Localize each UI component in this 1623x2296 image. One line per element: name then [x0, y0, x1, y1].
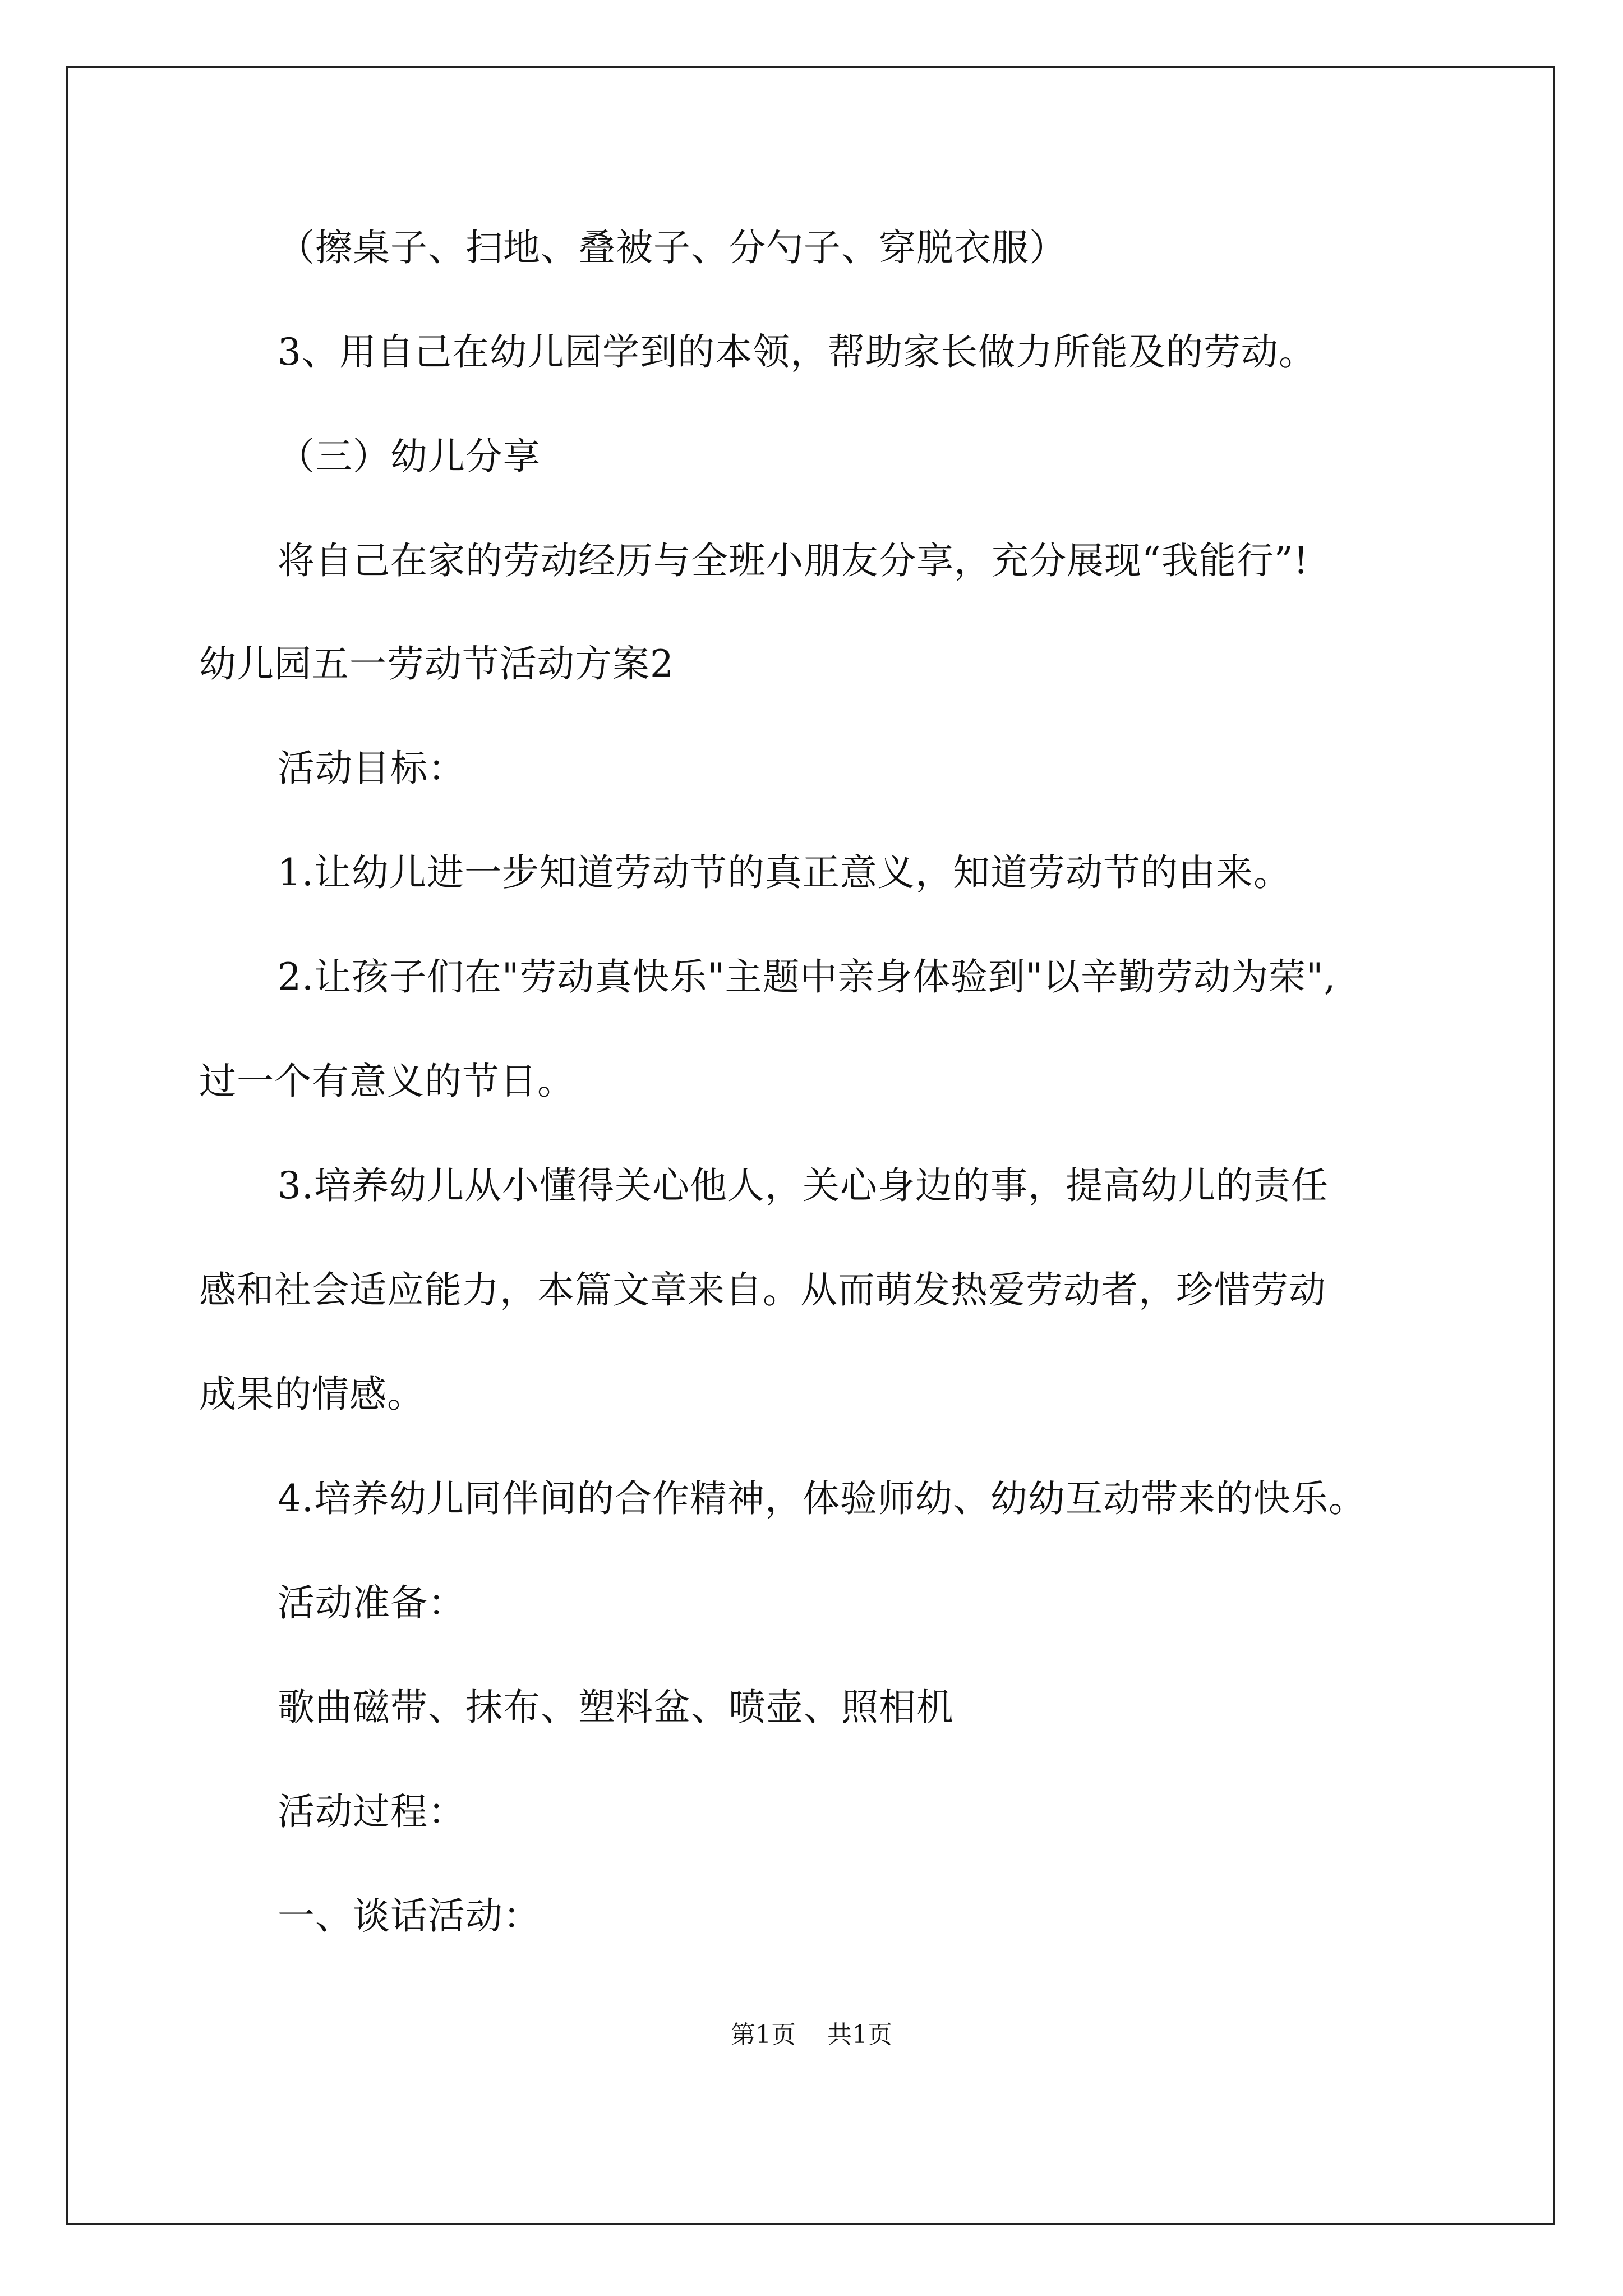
document-title: 幼儿园五一劳动节活动方案2: [199, 642, 674, 685]
list-item-continuation: 感和社会适应能力，本篇文章来自。从而萌发热爱劳动者，珍惜劳动: [199, 1268, 1326, 1312]
list-item-continuation: 成果的情感。: [199, 1373, 425, 1416]
paragraph-line: （擦桌子、扫地、叠被子、分勺子、穿脱衣服）: [278, 226, 1067, 269]
paragraph-line: 3、用自己在幼儿园学到的本领，帮助家长做力所能及的劳动。: [278, 330, 1316, 374]
list-item: 2.让孩子们在"劳动真快乐"主题中亲身体验到"以辛勤劳动为荣",: [278, 955, 1336, 999]
section-heading: 活动准备：: [278, 1581, 465, 1625]
list-item-continuation: 过一个有意义的节日。: [199, 1060, 575, 1103]
section-heading: 活动目标：: [278, 747, 465, 790]
list-item: 4.培养幼儿同伴间的合作精神，体验师幼、幼幼互动带来的快乐。: [278, 1477, 1366, 1520]
list-item: 3.培养幼儿从小懂得关心他人，关心身边的事，提高幼儿的责任: [278, 1164, 1329, 1207]
paragraph-line: 将自己在家的劳动经历与全班小朋友分享，充分展现“我能行”!: [278, 539, 1310, 582]
page-footer: 第1页 共1页: [731, 2021, 892, 2049]
section-heading: 一、谈话活动：: [278, 1894, 541, 1938]
section-heading: 活动过程：: [278, 1790, 465, 1833]
list-item: 1.让幼儿进一步知道劳动节的真正意义，知道劳动节的由来。: [278, 851, 1291, 894]
paragraph-line: 歌曲磁带、抹布、塑料盆、喷壶、照相机: [278, 1686, 954, 1729]
section-heading: （三）幼儿分享: [278, 435, 541, 478]
